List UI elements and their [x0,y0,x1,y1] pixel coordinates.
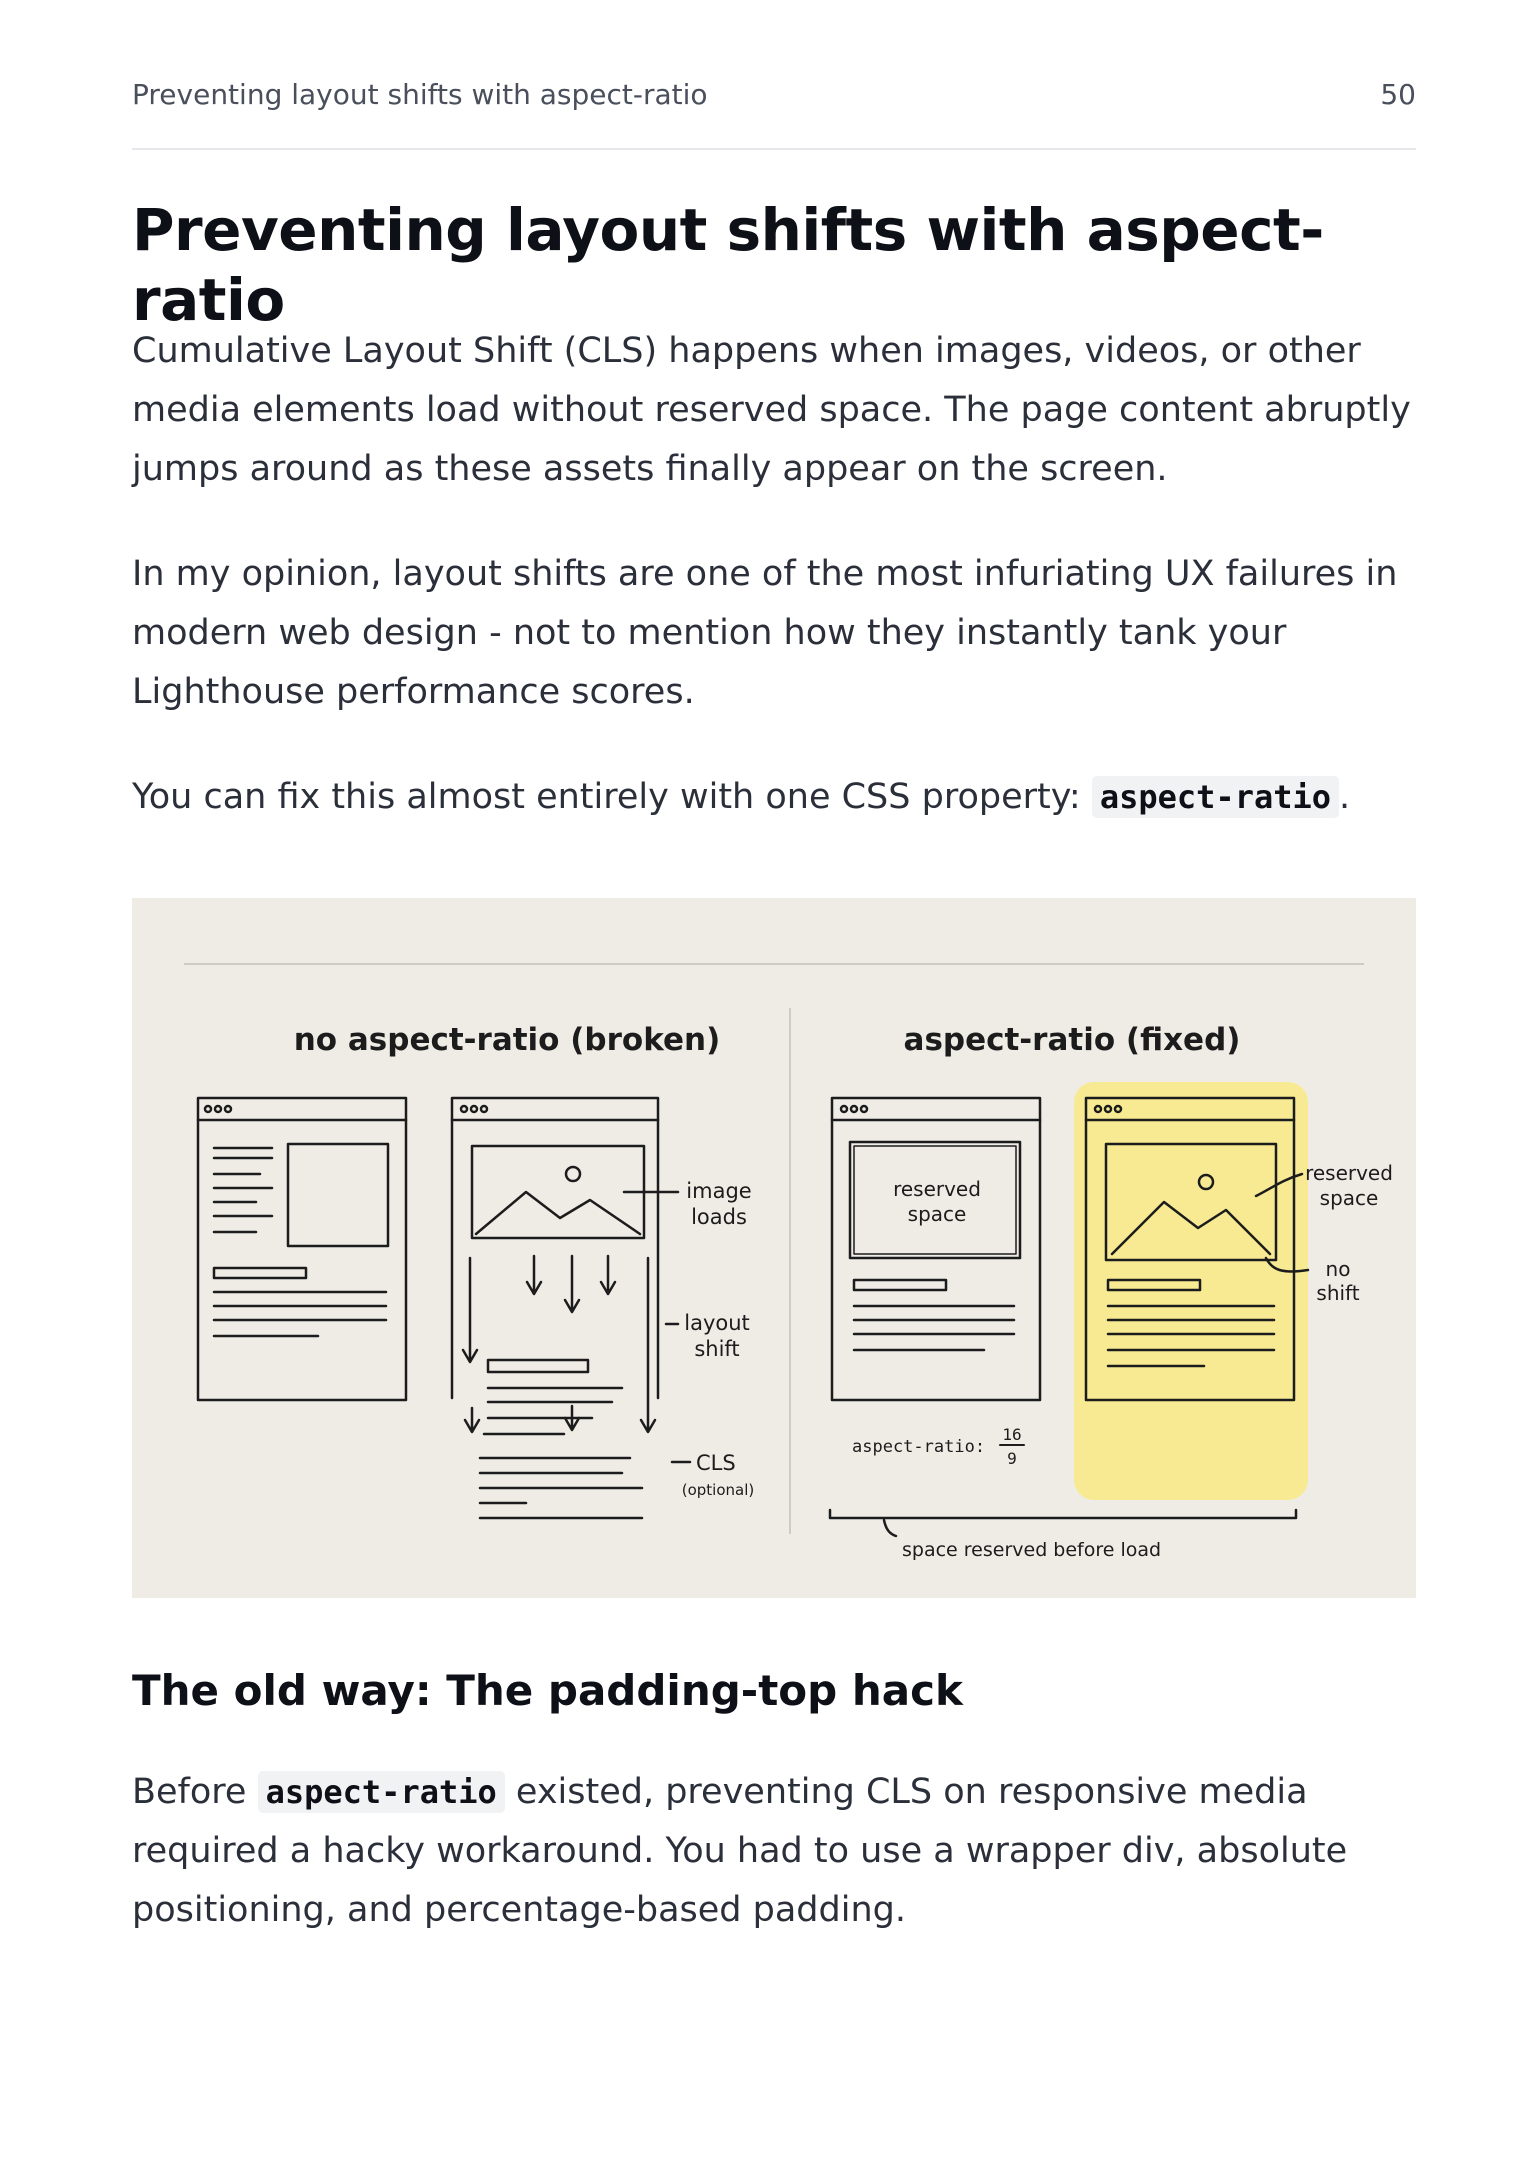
illustration-svg [132,898,1416,1598]
left-panel-title: no aspect-ratio (broken) [293,1022,721,1058]
label-space-reserved-before-load: space reserved before load [902,1539,1162,1561]
padding-hack-paragraph [132,1763,1416,1940]
label-layout-shift-1: layout [684,1311,750,1335]
running-title: Preventing layout shifts with aspect-ratio [132,78,708,111]
label-no-shift-2: shift [1316,1281,1360,1305]
wireframe-reserved-space [832,1098,1040,1400]
fix-paragraph [132,768,1416,827]
wireframe-before-load [198,1098,406,1400]
bracket-leader [884,1520,896,1536]
wireframe-layout-shift [452,1098,690,1518]
page-title: Preventing layout shifts with aspect-ratio [132,196,1324,334]
header-divider [132,148,1416,150]
inline-code-aspect-ratio: aspect-ratio [1092,776,1339,818]
fix-paragraph-text: You can fix this almost entirely with one CSS property: [132,777,1081,817]
label-no-shift-1: no [1325,1257,1351,1281]
inline-code-aspect-ratio-2: aspect-ratio [258,1771,505,1813]
intro-paragraph: Cumulative Layout Shift (CLS) happens when images, videos, or other media elements load without reserved space. The page content abruptly jumps around as these assets finally appear on the screen. [132,331,1411,489]
label-reserved-side-1: reserved [1305,1161,1393,1185]
right-panel-title: aspect-ratio (fixed) [903,1022,1241,1058]
running-header [132,78,1416,111]
label-cls: CLS [696,1451,736,1475]
padding-hack-text-after: existed, preventing CLS on responsive media required a hacky workaround. You had to use a wrapper div, absolute positioning, and percentage-based padding. [132,1772,1348,1930]
label-image-loads-2: loads [691,1205,747,1229]
label-optional: (optional) [681,1481,755,1499]
label-reserved-side-2: space [1319,1186,1379,1210]
label-image-loads-1: image [686,1179,752,1203]
page-number: 50 [1380,78,1416,111]
ratio-label: aspect-ratio: [852,1437,986,1457]
opinion-paragraph: In my opinion, layout shifts are one of the most infuriating UX failures in modern web design - not to mention how they instantly tank your Lighthouse performance scores. [132,554,1398,712]
padding-hack-text-before: Before [132,1772,247,1812]
aspect-ratio-illustration [132,898,1416,1598]
ratio-numerator: 16 [1002,1425,1022,1444]
label-reserved-space-2: space [907,1202,967,1226]
fix-paragraph-period: . [1339,777,1351,817]
label-reserved-space-1: reserved [893,1177,981,1201]
ratio-denominator: 9 [1007,1449,1017,1468]
label-layout-shift-2: shift [694,1337,740,1361]
reserved-space-bracket [830,1510,1296,1518]
section-heading: The old way: The padding-top hack [132,1666,963,1715]
